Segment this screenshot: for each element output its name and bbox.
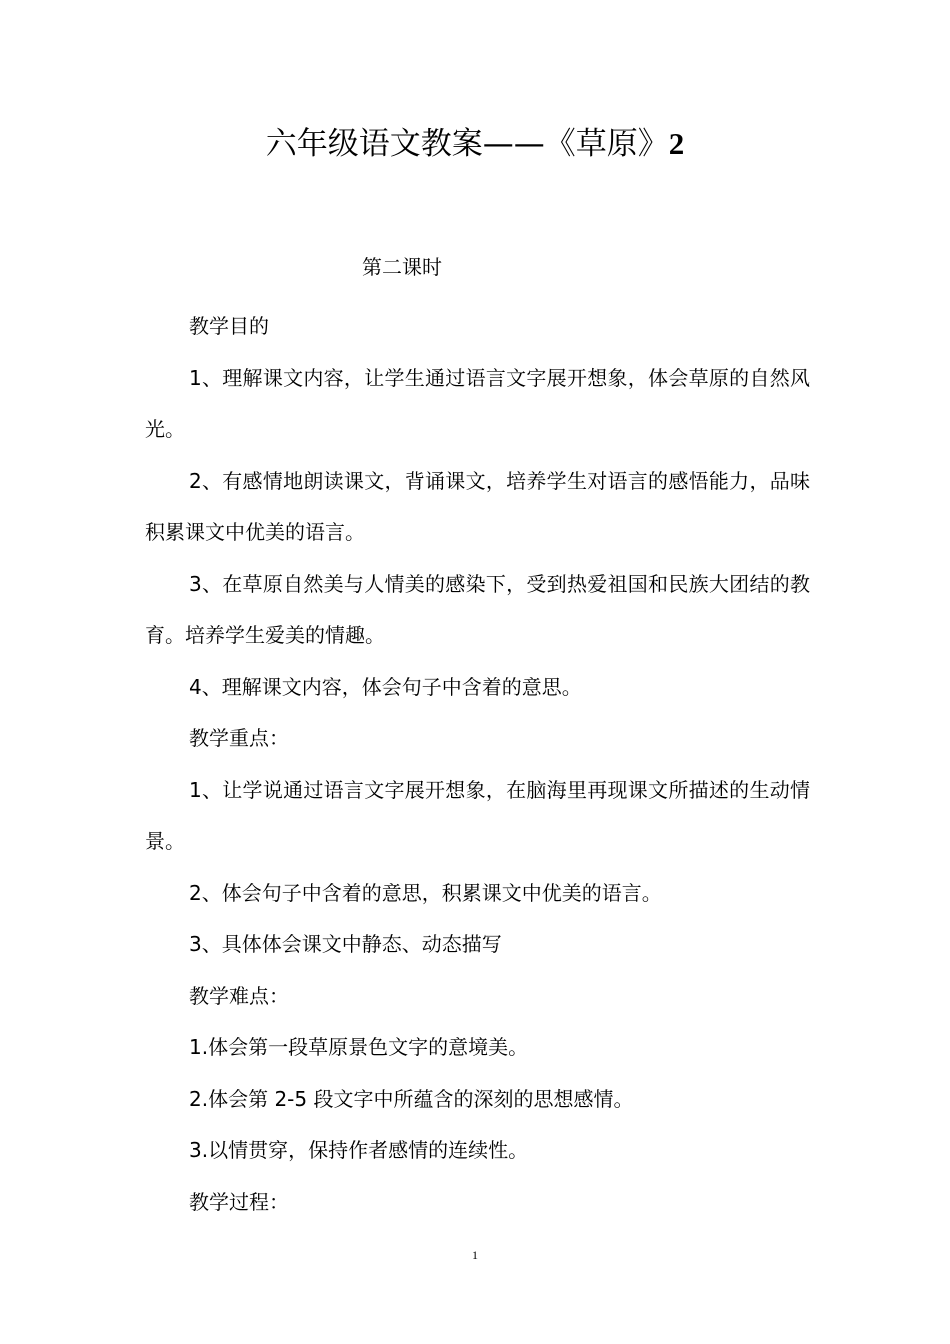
paragraph-teaching-objectives-heading: 教学目的: [189, 314, 269, 338]
paragraph-key-points-heading: 教学重点：: [189, 726, 289, 750]
document-body: [145, 301, 810, 1228]
paragraph-process-heading: 教学过程：: [189, 1189, 289, 1214]
document-title: [0, 122, 950, 166]
paragraph-difficulty-2: 2.体会第 2-5 段文字中所蕴含的深刻的思想感情。: [189, 1086, 634, 1111]
paragraph-difficulties-heading: 教学难点：: [189, 983, 289, 1008]
document-title-text: 六年级语文教案——《草原》: [265, 126, 669, 162]
paragraph-key-point-2: 2、体会句子中含着的意思，积累课文中优美的语言。: [189, 880, 662, 905]
paragraph-objective-1: 1、理解课文内容，让学生通过语言文字展开想象，体会草原的自然风光。: [145, 365, 810, 441]
paragraph-key-point-3: 3、具体体会课文中静态、动态描写: [189, 932, 502, 956]
page-number: 1: [472, 1248, 478, 1262]
paragraph-objective-4: 4、理解课文内容，体会句子中含着的意思。: [189, 674, 582, 699]
paragraph-difficulty-3: 3.以情贯穿，保持作者感情的连续性。: [189, 1138, 529, 1162]
paragraph-objective-2: 2、有感情地朗读课文，背诵课文，培养学生对语言的感悟能力，品味积累课文中优美的语言。: [145, 468, 810, 544]
paragraph-objective-3: 3、在草原自然美与人情美的感染下，受到热爱祖国和民族大团结的教育。培养学生爱美的情趣。: [145, 571, 810, 647]
paragraph-difficulty-1: 1.体会第一段草原景色文字的意境美。: [189, 1035, 529, 1059]
document-title-number: 2: [668, 126, 685, 161]
lesson-subtitle: 第二课时: [362, 255, 442, 279]
paragraph-key-point-1: 1、让学说通过语言文字展开想象，在脑海里再现课文所描述的生动情景。: [145, 777, 810, 853]
